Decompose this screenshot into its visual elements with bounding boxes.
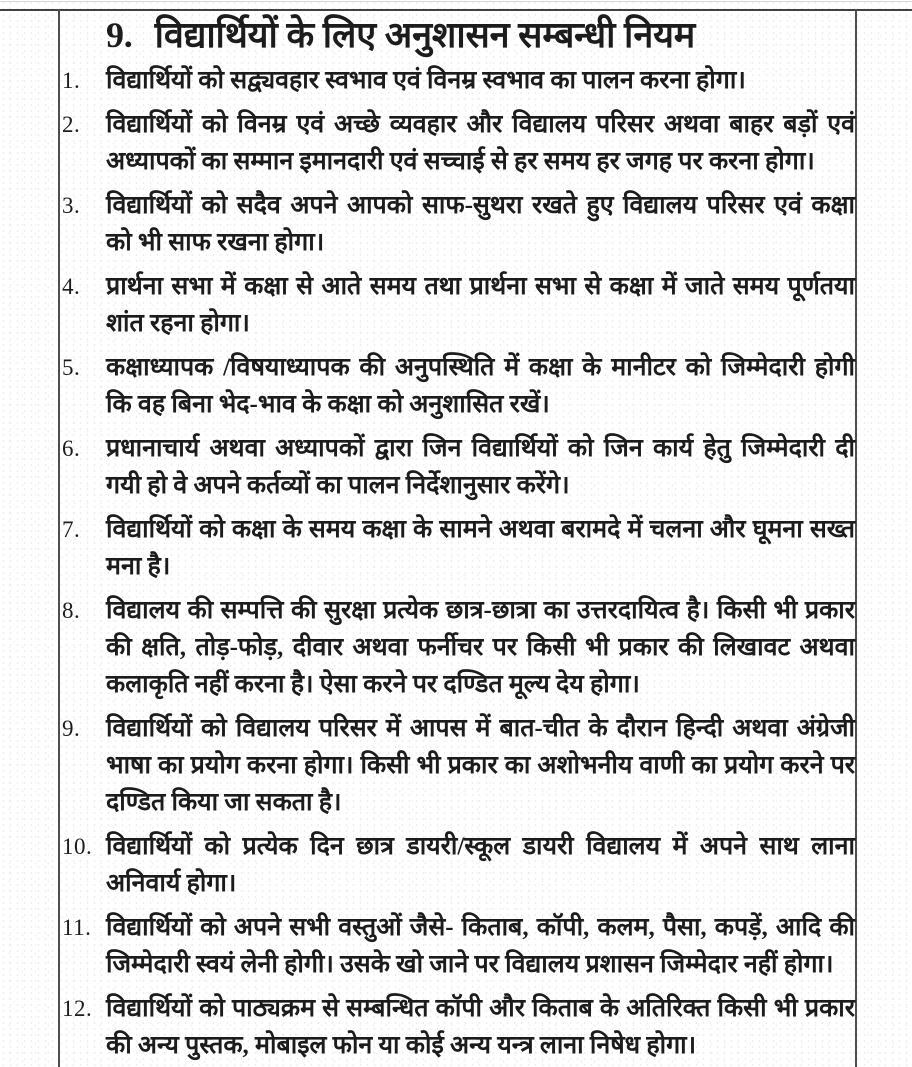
rule-text-line: अनिवार्य होगा।: [106, 870, 237, 897]
rule-text-line: प्रार्थना सभा में कक्षा से आते समय तथा प्रार्थना सभा से कक्षा में जाते समय पूर्णतया: [106, 273, 855, 300]
rule-text-line: दण्डित किया जा सकता है।: [106, 789, 342, 816]
rule-number: 6.: [62, 436, 81, 461]
rule-number: 5.: [62, 355, 81, 380]
rule-number: 9.: [62, 716, 81, 741]
rule-text-line: जिम्मेदारी स्वयं लेनी होगी। उसके खो जाने पर विद्यालय प्रशासन जिम्मेदार नहीं होगा।: [106, 951, 834, 978]
rule-text-line: विद्यार्थियों को पाठ्यक्रम से सम्बन्धित कॉपी और किताब के अतिरिक्त किसी भी प्रकार: [106, 995, 855, 1022]
rule-text: [106, 106, 855, 180]
rule-number: 8.: [62, 598, 81, 623]
rule-text-line: भाषा का प्रयोग करना होगा। किसी भी प्रकार का अशोभनीय वाणी का प्रयोग करने पर: [106, 752, 855, 779]
rule-text-line: गयी हो वे अपने कर्तव्यों का पालन निर्देशानुसार करेंगे।: [106, 472, 570, 499]
rule-text-line: विद्यालय की सम्पत्ति की सुरक्षा प्रत्येक छात्र-छात्रा का उत्तरदायित्व है। किसी भी प्रकार: [106, 597, 855, 624]
rule-text-line: विद्यार्थियों को विद्यालय परिसर में आपस में बात-चीत के दौरान हिन्दी अथवा अंग्रेजी: [106, 715, 855, 742]
rule-item: [62, 710, 855, 821]
rule-text-line: अध्यापकों का सम्मान इमानदारी एवं सच्चाई से हर समय हर जगह पर करना होगा।: [106, 148, 815, 175]
rule-text-line: कक्षाध्यापक /विषयाध्यापक की अनुपस्थिति में कक्षा के मानीटर को जिम्मेदारी होगी: [106, 354, 855, 381]
rule-text: [106, 349, 855, 423]
rule-number: 7.: [62, 517, 81, 542]
rule-text-line: की क्षति, तोड़-फोड़, दीवार अथवा फर्नीचर पर किसी भी प्रकार की लिखावट अथवा: [106, 634, 855, 661]
title-number: 9.: [106, 15, 133, 55]
rule-item: [62, 62, 855, 99]
rule-text-line: विद्यार्थियों को अपने सभी वस्तुओं जैसे- किताब, कॉपी, कलम, पैसा, कपड़ें, आदि की: [106, 914, 855, 941]
rule-text: [106, 511, 855, 585]
rule-text-line: की अन्य पुस्तक, मोबाइल फोन या कोई अन्य यन्त्र लाना निषेध होगा।: [106, 1032, 697, 1059]
rule-text-line: विद्यार्थियों को कक्षा के समय कक्षा के सामने अथवा बरामदे में चलना और घूमना सख्त: [106, 516, 855, 543]
rule-text: [106, 710, 855, 821]
rule-text-line: शांत रहना होगा।: [106, 310, 250, 337]
document-content: [62, 10, 855, 1067]
rule-item: [62, 349, 855, 423]
rule-text: [106, 268, 855, 342]
rule-text-line: विद्यार्थियों को प्रत्येक दिन छात्र डायरी/स्कूल डायरी विद्यालय में अपने साथ लाना: [106, 833, 855, 860]
rule-item: [62, 430, 855, 504]
table-border-left: [58, 9, 60, 1067]
rule-text-line: विद्यार्थियों को विनम्र एवं अच्छे व्यवहार और विद्यालय परिसर अथवा बाहर बड़ों एवं: [106, 111, 855, 138]
rule-item: [62, 187, 855, 261]
rule-item: [62, 990, 855, 1064]
rule-text: [106, 990, 855, 1064]
rule-number: 3.: [62, 193, 81, 218]
rule-number: 2.: [62, 112, 81, 137]
rule-item: [62, 511, 855, 585]
rule-number: 4.: [62, 274, 81, 299]
rule-text-line: कलाकृति नहीं करना है। ऐसा करने पर दण्डित मूल्य देय होगा।: [106, 671, 640, 698]
rule-item: [62, 106, 855, 180]
rule-text: [106, 430, 855, 504]
scan-top-edge-line: [0, 1, 912, 2]
rule-text-line: को भी साफ रखना होगा।: [106, 229, 325, 256]
rule-text: [106, 828, 855, 902]
table-border-right: [855, 9, 857, 1067]
rule-text-line: विद्यार्थियों को सद्व्यवहार स्वभाव एवं विनम्र स्वभाव का पालन करना होगा।: [106, 67, 746, 94]
rule-number: 10.: [62, 834, 93, 859]
rule-text-line: विद्यार्थियों को सदैव अपने आपको साफ-सुथरा रखते हुए विद्यालय परिसर एवं कक्षा: [106, 192, 855, 219]
rule-item: [62, 828, 855, 902]
rule-number: 1.: [62, 68, 81, 93]
rule-text: [106, 187, 855, 261]
rule-item: [62, 268, 855, 342]
rules-list: [62, 62, 855, 1064]
rule-number: 12.: [62, 996, 93, 1021]
rule-number: 11.: [62, 915, 92, 940]
rule-text-line: मना है।: [106, 553, 171, 580]
rule-text: [106, 62, 855, 99]
rule-item: [62, 592, 855, 703]
rule-item: [62, 909, 855, 983]
rule-text-line: कि वह बिना भेद-भाव के कक्षा को अनुशासित रखें।: [106, 391, 550, 418]
page-title: [62, 10, 855, 60]
rule-text: [106, 592, 855, 703]
title-text: विद्यार्थियों के लिए अनुशासन सम्बन्धी नियम: [154, 15, 696, 55]
rule-text-line: प्रधानाचार्य अथवा अध्यापकों द्वारा जिन विद्यार्थियों को जिन कार्य हेतु जिम्मेदारी दी: [106, 435, 855, 462]
rule-text: [106, 909, 855, 983]
